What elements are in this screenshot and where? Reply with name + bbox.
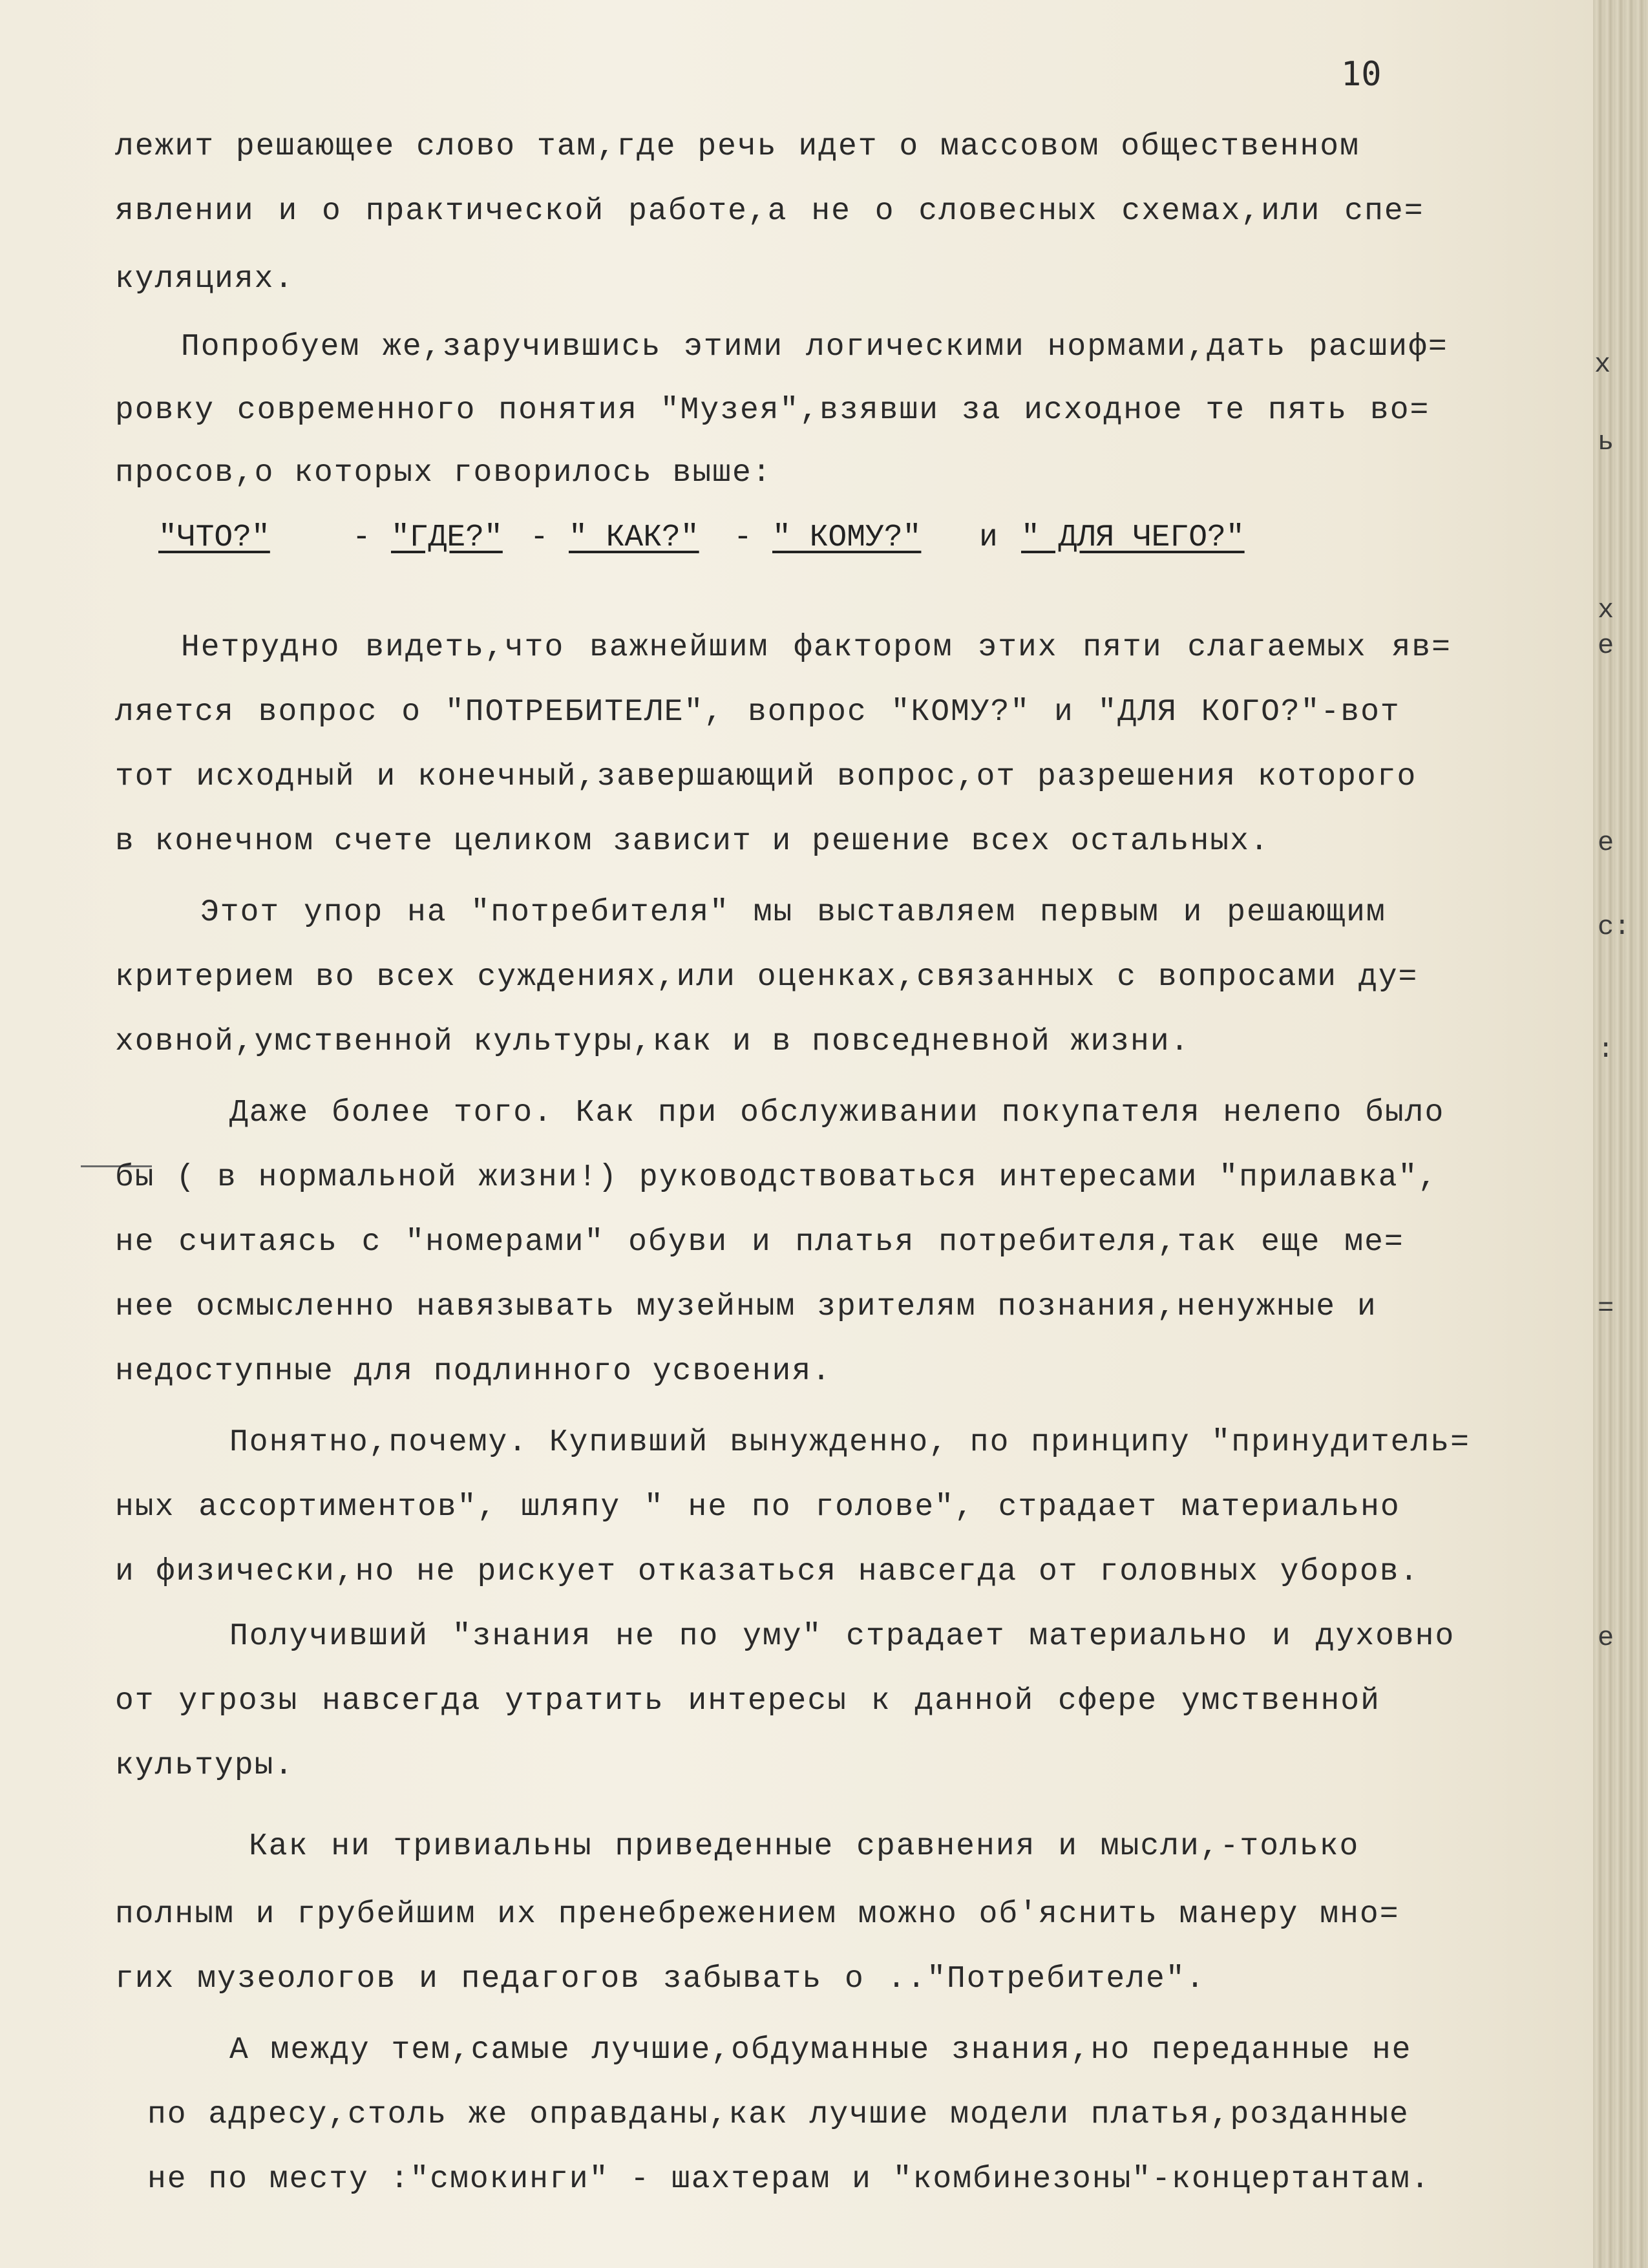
text-line: Понятно,почему. Купивший вынужденно, по принципу "принудитель= (229, 1425, 1470, 1460)
text-line: куляциях. (115, 262, 295, 297)
text-line: Даже более того. Как при обслуживании покупателя нелепо было (229, 1096, 1445, 1130)
text-line: Попробуем же,заручившись этими логическими нормами,дать расшиф= (181, 330, 1448, 365)
text-line: Нетрудно видеть,что важнейшим фактором этих пяти слагаемых яв= (181, 630, 1452, 665)
edge-letter: е (1598, 1622, 1614, 1653)
text-line: и физически,но не рискует отказаться навсегда от головных уборов. (115, 1554, 1420, 1589)
edge-letter: с: (1598, 911, 1631, 942)
question-what: "ЧТО?" (158, 520, 270, 555)
text-line: Как ни тривиальны приведенные сравнения и мысли,-только (249, 1829, 1360, 1864)
text-line: критерием во всех суждениях,или оценках,связанных с вопросами ду= (115, 960, 1419, 995)
question-dash: - (734, 520, 752, 555)
text-line: полным и грубейшим их пренебрежением можно об'яснить манеру мно= (115, 1897, 1400, 1932)
text-line: недоступные для подлинного усвоения. (115, 1354, 832, 1389)
edge-letter: х (1594, 349, 1611, 380)
edge-letter: е (1598, 827, 1614, 858)
text-line: ровку современного понятия "Музея",взявши за исходное те пять во= (115, 393, 1430, 428)
edge-letter: е (1598, 630, 1614, 661)
text-line: не по месту :"смокинги" - шахтерам и "комбинезоны"-концертантам. (147, 2162, 1431, 2197)
question-dash: - (530, 520, 549, 555)
text-line: бы ( в нормальной жизни!) руководствоваться интересами "прилавка", (115, 1160, 1439, 1195)
question-where: "ГДЕ?" (391, 520, 503, 555)
text-line: ляется вопрос о "ПОТРЕБИТЕЛЕ", вопрос "КОМУ?" и "ДЛЯ КОГО?"-вот (115, 695, 1400, 730)
edge-letter: = (1598, 1293, 1614, 1324)
text-line: культуры. (115, 1748, 295, 1783)
text-line: А между тем,самые лучшие,обдуманные знания,но переданные не (229, 2033, 1412, 2068)
text-line: Этот упор на "потребителя" мы выставляем первым и решающим (200, 895, 1386, 930)
text-line: Получивший "знания не по уму" страдает материально и духовно (229, 1619, 1455, 1654)
five-questions-line (0, 520, 1593, 559)
question-how: " КАК?" (569, 520, 699, 555)
question-and: и (979, 520, 998, 555)
question-what-for: " ДЛЯ ЧЕГО?" (1021, 520, 1245, 555)
text-line: явлении и о практической работе,а не о словесных схемах,или спе= (115, 194, 1424, 229)
text-line: не считаясь с "номерами" обуви и платья потребителя,так еще ме= (115, 1225, 1404, 1260)
underlying-pages-edge (1593, 0, 1648, 2268)
text-line: по адресу,столь же оправданы,как лучшие модели платья,розданные (147, 2097, 1410, 2132)
text-line: просов,о которых говорилось выше: (115, 456, 772, 491)
page-number: 10 (1341, 55, 1382, 94)
text-line: в конечном счете целиком зависит и решение всех остальных. (115, 824, 1270, 859)
edge-letter: х (1598, 595, 1614, 626)
text-line: ховной,умственной культуры,как и в повседневной жизни. (115, 1024, 1190, 1059)
edge-letter: ь (1598, 427, 1614, 458)
text-line: тот исходный и конечный,завершающий вопрос,от разрешения которого (115, 759, 1417, 794)
edge-letter: : (1598, 1034, 1614, 1065)
text-line: лежит решающее слово там,где речь идет о массовом общественном (115, 129, 1360, 164)
text-line: нее осмысленно навязывать музейным зрителям познания,ненужные и (115, 1289, 1377, 1324)
question-dash: - (352, 520, 371, 555)
text-line: от угрозы навсегда утратить интересы к данной сфере умственной (115, 1684, 1380, 1719)
question-whom: " КОМУ?" (772, 520, 922, 555)
text-line: ных ассортиментов", шляпу " не по голове", страдает материально (115, 1490, 1400, 1525)
text-line: гих музеологов и педагогов забывать о .."Потребителе". (115, 1962, 1206, 1997)
